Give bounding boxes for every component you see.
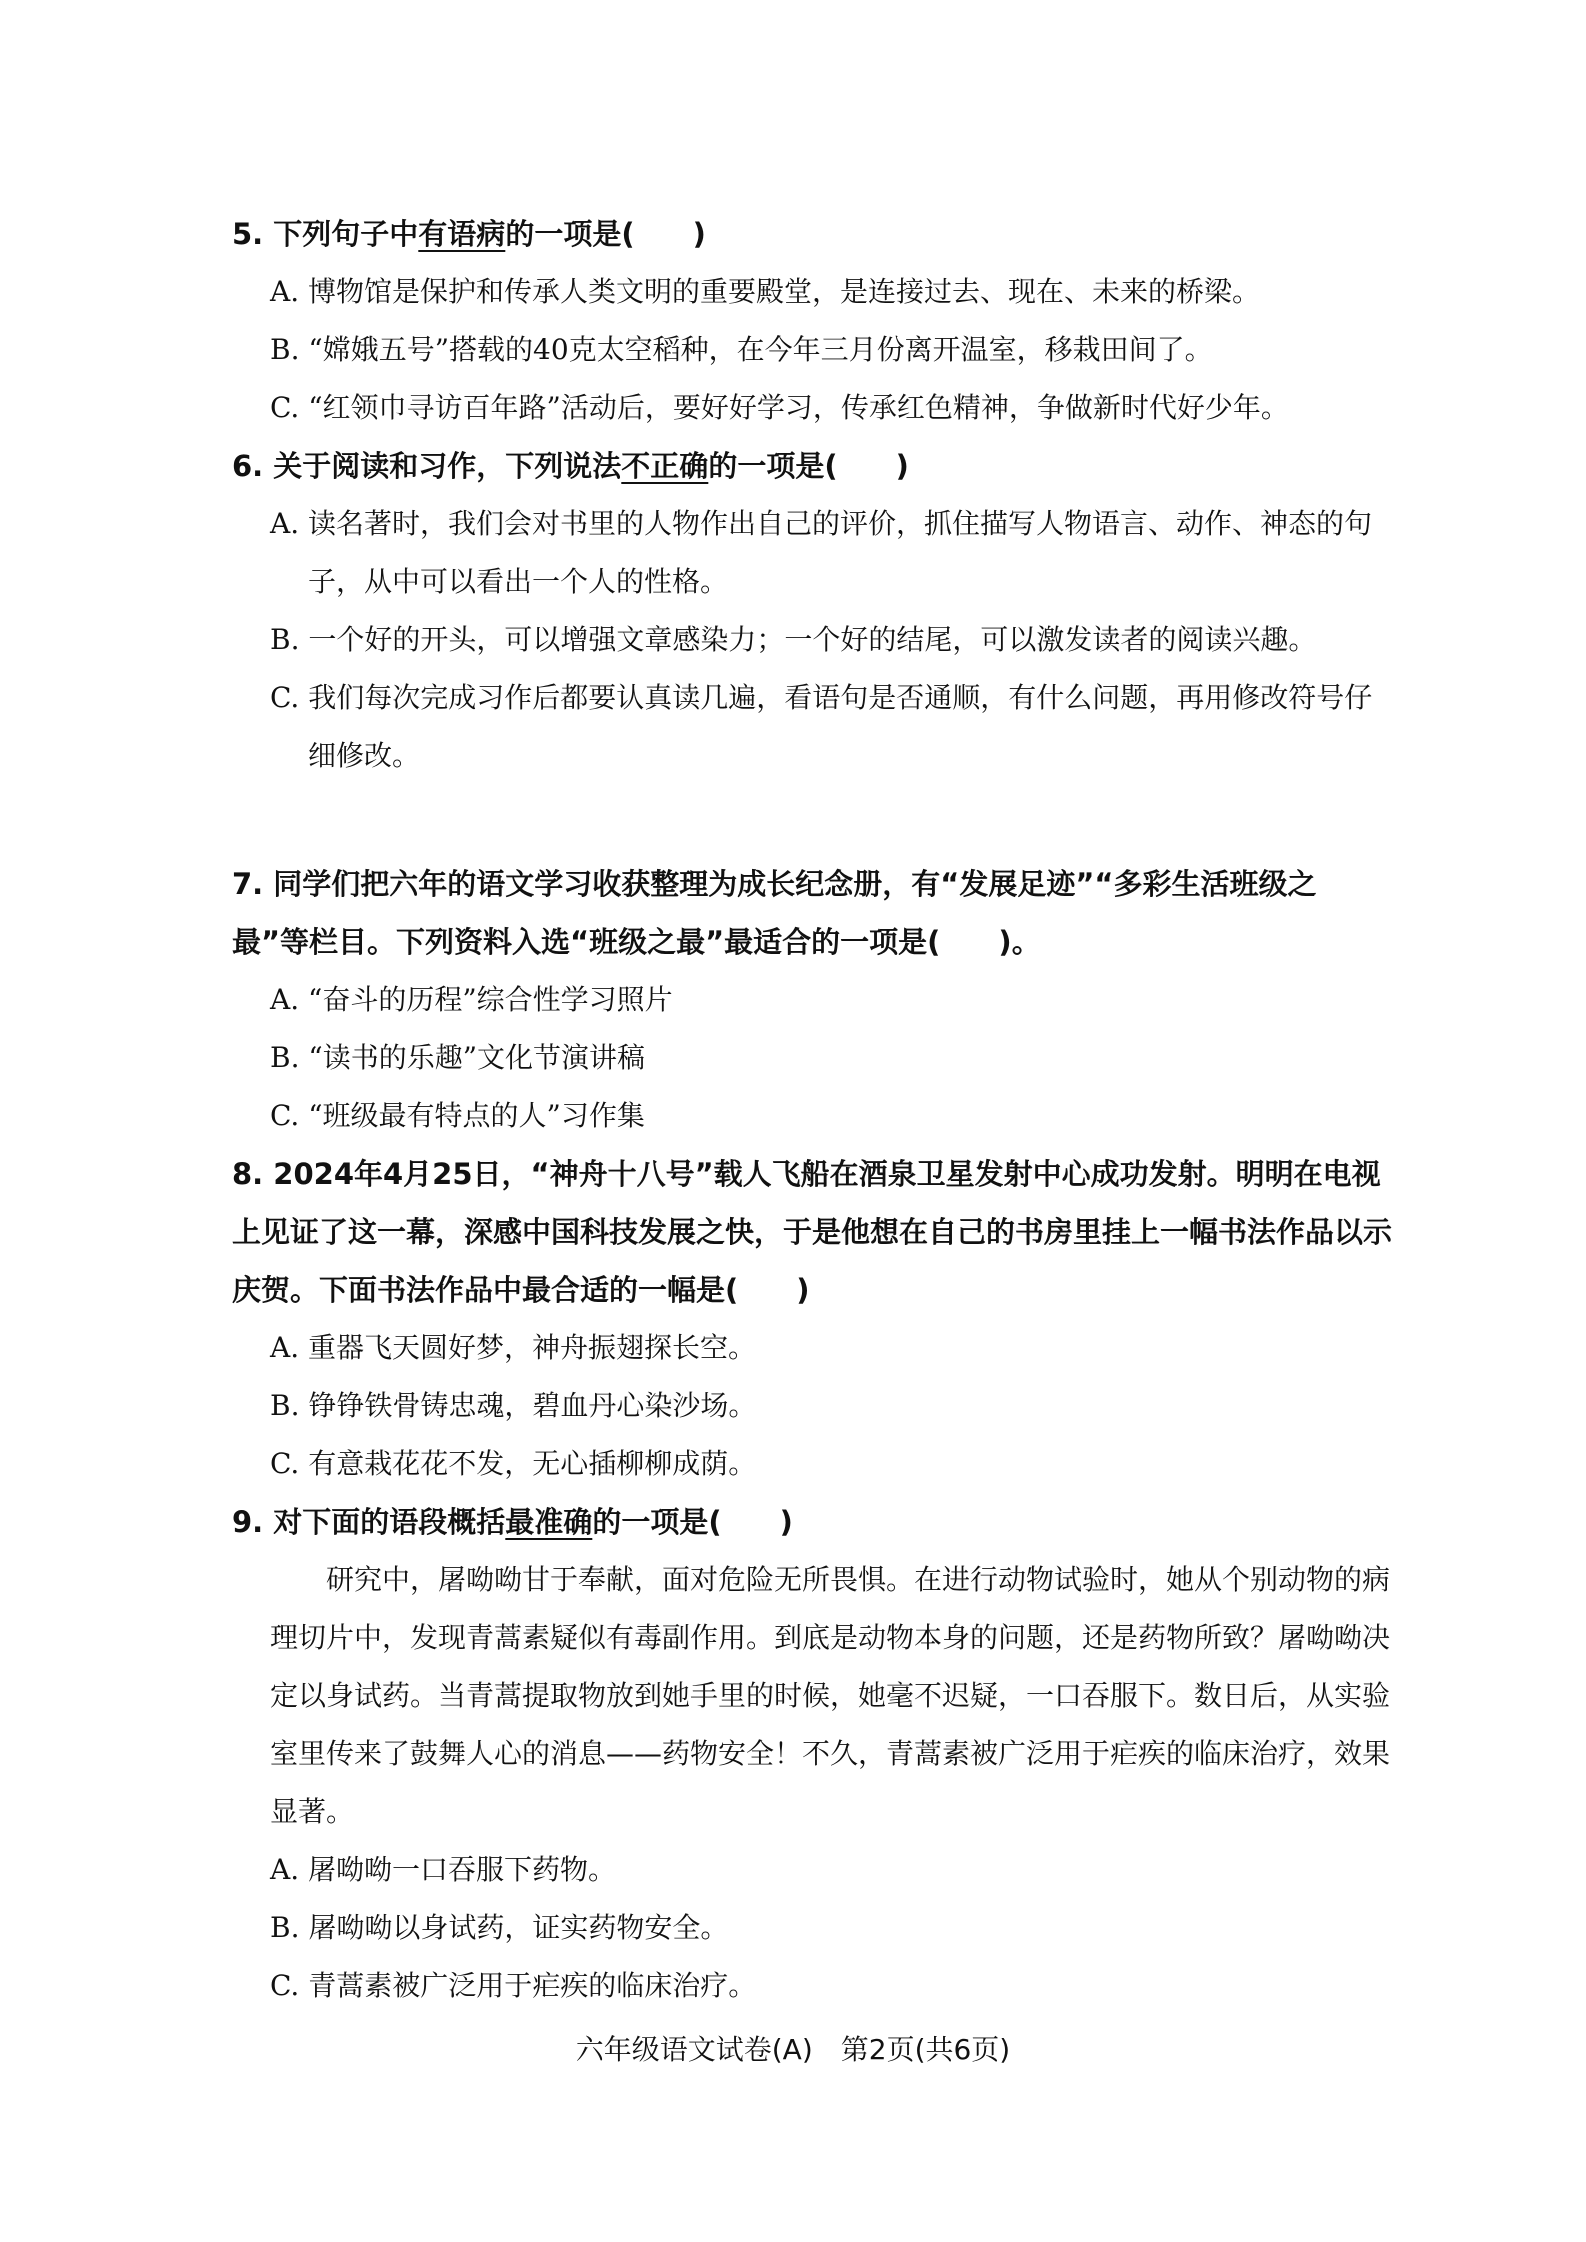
question-stem: 5. 下列句子中有语病的一项是( ) bbox=[232, 217, 706, 251]
option-b: B. 一个好的开头，可以增强文章感染力；一个好的结尾，可以激发读者的阅读兴趣。 bbox=[270, 623, 1317, 656]
question-9 bbox=[232, 1493, 1392, 2015]
option-a: A. 博物馆是保护和传承人类文明的重要殿堂，是连接过去、现在、未来的桥梁。 bbox=[270, 275, 1261, 308]
option-c: C. “红领巾寻访百年路”活动后，要好好学习，传承红色精神，争做新时代好少年。 bbox=[270, 391, 1289, 424]
option-c: C. “班级最有特点的人”习作集 bbox=[270, 1099, 645, 1132]
option-c: C. 有意栽花花不发，无心插柳柳成荫。 bbox=[270, 1447, 757, 1480]
question-7 bbox=[232, 855, 1392, 1145]
option-b: B. “读书的乐趣”文化节演讲稿 bbox=[270, 1041, 646, 1074]
question-5 bbox=[232, 205, 1392, 437]
option-a: A. “奋斗的历程”综合性学习照片 bbox=[270, 983, 673, 1016]
question-8 bbox=[232, 1145, 1392, 1493]
question-stem: 7. 同学们把六年的语文学习收获整理为成长纪念册，有“发展足迹”“多彩生活班级之最”等栏目。下列资料入选“班级之最”最适合的一项是( )。 bbox=[232, 867, 1317, 959]
option-a: A. 重器飞天圆好梦，神舟振翅探长空。 bbox=[270, 1331, 757, 1364]
option-a: A. 屠呦呦一口吞服下药物。 bbox=[270, 1853, 617, 1886]
option-a: A. 读名著时，我们会对书里的人物作出自己的评价，抓住描写人物语言、动作、神态的句子，从中可以看出一个人的性格。 bbox=[270, 507, 1373, 598]
reading-passage: 研究中，屠呦呦甘于奉献，面对危险无所畏惧。在进行动物试验时，她从个别动物的病理切片中，发现青蒿素疑似有毒副作用。到底是动物本身的问题，还是药物所致？屠呦呦决定以身试药。当青蒿提取物放到她手里的时候，她毫不迟疑，一口吞服下。数日后，从实验室里传来了鼓舞人心的消息——药物安全！不久，青蒿素被广泛用于疟疾的临床治疗，效果显著。 bbox=[270, 1563, 1391, 1828]
option-c: C. 我们每次完成习作后都要认真读几遍，看语句是否通顺，有什么问题，再用修改符号仔细修改。 bbox=[270, 681, 1373, 772]
question-6 bbox=[232, 437, 1392, 785]
page-footer: 六年级语文试卷(A) 第2页(共6页) bbox=[575, 2033, 1011, 2066]
question-stem: 6. 关于阅读和习作，下列说法不正确的一项是( ) bbox=[232, 449, 909, 483]
option-c: C. 青蒿素被广泛用于疟疾的临床治疗。 bbox=[270, 1969, 757, 2002]
option-b: B. 屠呦呦以身试药，证实药物安全。 bbox=[270, 1911, 729, 1944]
question-stem: 9. 对下面的语段概括最准确的一项是( ) bbox=[232, 1505, 793, 1539]
question-stem: 8. 2024年4月25日，“神舟十八号”载人飞船在酒泉卫星发射中心成功发射。明明在电视上见证了这一幕，深感中国科技发展之快，于是他想在自己的书房里挂上一幅书法作品以示庆贺。下面书法作品中最合适的一幅是( ) bbox=[232, 1157, 1393, 1307]
option-b: B. 铮铮铁骨铸忠魂，碧血丹心染沙场。 bbox=[270, 1389, 757, 1422]
option-b: B. “嫦娥五号”搭载的40克太空稻种，在今年三月份离开温室，移栽田间了。 bbox=[270, 333, 1213, 366]
